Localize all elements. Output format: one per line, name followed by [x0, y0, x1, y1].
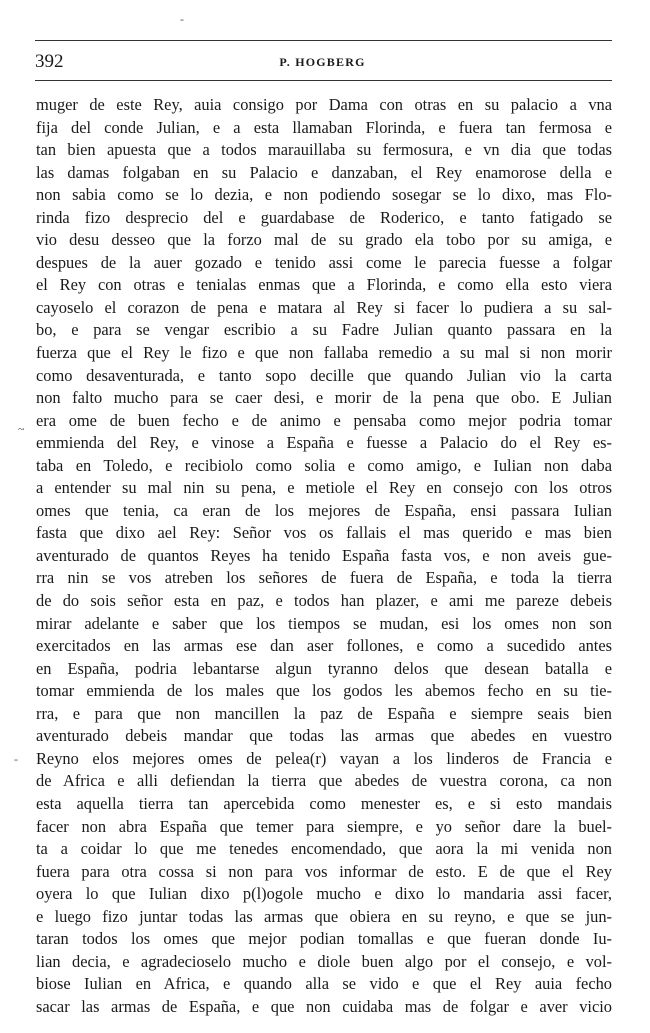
text-line: rra, e para que non mancillen la paz de España e siempre seais bien: [36, 703, 612, 723]
text-line: era ome de buen fecho e de animo e pensaba como mejor podria tomar: [36, 410, 612, 430]
text-line: rra nin se vos atreben los señores de fuera de España, e toda la tierra: [36, 568, 612, 588]
text-line: ta a coidar lo que me tenedes encomendado, que aora la mi venida non: [36, 839, 612, 859]
text-line: vio desu desseo que la forzo mal de su grado ela tobo por su amiga, e: [36, 230, 612, 250]
text-line: oyera lo que Iulian dixo p(l)ogole mucho e dixo lo mandaria assi facer,: [36, 884, 612, 904]
text-line: muger de este Rey, auia consigo por Dama con otras en su palacio a vna: [36, 95, 612, 114]
text-line: non falto mucho para se caer desi, e morir de la pena que obo. E Julian: [36, 388, 612, 408]
text-line: tomar emmienda de los males que los godos les abemos fecho en su tie-: [36, 681, 612, 701]
text-line: bo, e para se vengar escribio a su Fadre Julian quanto passara en la: [36, 320, 612, 340]
text-line: a entender su mal nin su pena, e metiole el Rey en consejo con los otros: [36, 478, 612, 498]
text-line: exercitados en las armas ese dan aser follones, e como a sucedido antes: [36, 636, 612, 656]
text-line: tan bien apuesta que a todos marauillaba su fermosura, e vn dia que todas: [36, 140, 612, 160]
text-line: esta aquella tierra tan apercebida como menester es, e si esto mandais: [36, 793, 612, 813]
text-line: fuera para otra cossa si non para vos informar de esto. E de que el Rey: [36, 861, 612, 881]
margin-mark: ~: [18, 422, 25, 436]
text-line: despues de la auer gozado e tenido assi come le parecia fuesse a folgar: [36, 252, 612, 272]
text-line: taba en Toledo, e recibiolo como solia e como amigo, e Iulian non daba: [36, 455, 612, 475]
stray-mark: -: [180, 12, 184, 26]
text-line: e luego fizo juntar todas las armas que obiera en su reyno, e que se jun-: [36, 906, 612, 926]
text-line: mirar adelante e saber que los tiempos se mudan, esi los omes non son: [36, 613, 612, 633]
text-line: lian decia, e agradecioselo mucho e diole buen algo por el consejo, e vol-: [36, 951, 612, 971]
text-line: fija del conde Julian, e a esta llamaban Florinda, e fuera tan fermosa e: [36, 117, 612, 137]
text-line: de Africa e alli defiendan la tierra que abedes de vuestra corona, ca non: [36, 771, 612, 791]
text-line: como desaventurada, e tanto sopo decille que quando Julian vio la carta: [36, 365, 612, 385]
text-line: Reyno elos mejores omes de pelea(r) vayan a los linderos de Francia e: [36, 748, 612, 768]
text-line: el Rey con otras e tenialas enmas que a Florinda, e como ella esto viera: [36, 275, 612, 295]
text-line: biose Iulian en Africa, e quando alla se vido e que el Rey auia fecho: [36, 974, 612, 994]
header-rule-bottom: [35, 80, 612, 81]
page-header: [35, 50, 610, 74]
text-line: aventurado debeis mandar que todas las armas que abedes en vuestro: [36, 726, 612, 746]
text-line: las damas folgaban en su Palacio e danzaban, el Rey enamorose della e: [36, 162, 612, 182]
text-line: fuerza que el Rey le fizo e que non fallaba remedio a su mal si non morir: [36, 343, 612, 363]
margin-mark: -: [14, 752, 18, 766]
text-line: en España, podria lebantarse algun tyranno delos que desean batalla e: [36, 658, 612, 678]
text-line: aventurado de quantos Reyes ha tenido España fasta vos, e non aveis gue-: [36, 545, 612, 565]
text-line: sacar las armas de España, e que non cuidaba mas de folgar e aver vicio: [36, 996, 612, 1016]
text-line: taran todos los omes que mejor podian tomallas e que fueran donde Iu-: [36, 929, 612, 949]
text-line: emmienda del Rey, e vinose a España e fuesse a Palacio do el Rey es-: [36, 433, 612, 453]
header-rule-top: [35, 40, 612, 41]
page-number: 392: [35, 51, 64, 72]
text-line: fasta que dixo ael Rey: Señor vos os fallais el mas querido e mas bien: [36, 523, 612, 543]
text-line: de do sois señor esta en paz, e todos han plazer, e ami me pareze debeis: [36, 591, 612, 611]
text-line: non sabia como se lo dezia, e non podiendo sosegar se lo dixo, mas Flo-: [36, 185, 612, 205]
text-line: facer non abra España que temer para siempre, e yo señor dare la buel-: [36, 816, 612, 836]
body-text: [36, 94, 612, 1018]
text-line: omes que tenia, ca eran de los mejores de España, ensi passara Iulian: [36, 500, 612, 520]
text-line: cayoselo el corazon de pena e matara al Rey si facer lo pudiera a su sal-: [36, 297, 612, 317]
running-head: P. HOGBERG: [279, 55, 366, 69]
text-line: rinda fizo desprecio del e guardabase de Roderico, e tanto fatigado se: [36, 207, 612, 227]
